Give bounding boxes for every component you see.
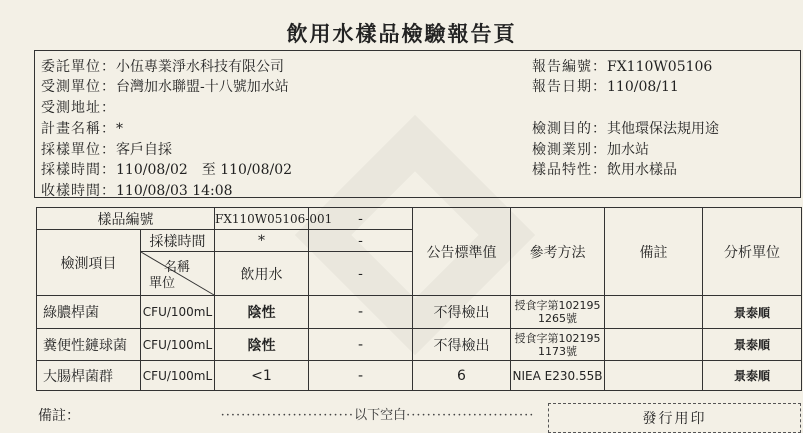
info-project	[41, 118, 123, 138]
sample-no-value: FX110W05106-001	[215, 208, 309, 230]
item-remark	[605, 329, 703, 361]
method-line-1: 授食字第102195	[514, 331, 601, 345]
footer-note-label: 備註：	[38, 408, 80, 424]
info-label: 採樣時間：	[41, 162, 116, 178]
item-standard: 6	[413, 361, 511, 391]
info-value: 110/08/03 14:08	[116, 183, 233, 199]
remark-header: 備註	[605, 208, 703, 296]
item-name: 大腸桿菌群	[37, 361, 141, 391]
info-sample-type	[532, 159, 677, 179]
info-value: *	[116, 121, 123, 137]
item-blank: -	[309, 361, 413, 391]
info-label: 報告編號：	[532, 59, 607, 75]
info-value: 110/08/11	[607, 79, 679, 95]
diag-unit-label: 單位	[149, 276, 176, 291]
info-sampling-time	[41, 159, 292, 179]
info-value: 其他環保法規用途	[607, 121, 719, 137]
method-line-2: 1265號	[538, 312, 577, 325]
item-result: <1	[215, 361, 309, 391]
info-box	[34, 50, 801, 198]
dotted-leader: ··························	[220, 408, 355, 423]
end-of-report-line	[205, 404, 550, 423]
info-value: 加水站	[607, 142, 649, 158]
item-method	[511, 361, 605, 391]
item-blank: -	[309, 296, 413, 329]
method-line-1: 授食字第102195	[514, 299, 601, 312]
item-name: 綠膿桿菌	[37, 296, 141, 329]
info-value: 台灣加水聯盟-十八號加水站	[116, 79, 289, 95]
standard-header: 公告標準值	[413, 208, 511, 296]
info-label: 受測單位：	[41, 79, 116, 95]
info-sampler	[41, 139, 172, 159]
item-unit: CFU/100mL	[141, 361, 215, 391]
item-analyst: 景泰順	[703, 296, 802, 329]
analyst-header: 分析單位	[703, 208, 802, 296]
table-row	[37, 329, 802, 361]
sampling-time-value: *	[215, 230, 309, 252]
sampling-time-label: 採樣時間	[141, 230, 215, 252]
info-value: 110/08/02 至 110/08/02	[116, 162, 293, 178]
info-report-date	[532, 76, 679, 96]
info-value: FX110W05106	[607, 59, 713, 75]
stamp-label: 發行用印	[642, 411, 707, 427]
info-label: 檢測目的：	[532, 121, 607, 137]
sampling-time-extra: -	[309, 230, 413, 252]
stamp-box	[548, 403, 801, 433]
info-label: 檢測業別：	[532, 142, 607, 158]
item-analyst: 景泰順	[703, 329, 802, 361]
method-line-1: NIEA E230.55B	[512, 368, 603, 383]
results-table	[36, 207, 802, 391]
info-label: 委託單位：	[41, 59, 116, 75]
item-name: 糞便性鏈球菌	[37, 329, 141, 361]
sample-no-label: 樣品編號	[37, 208, 215, 230]
info-label: 計畫名稱：	[41, 121, 116, 137]
item-unit: CFU/100mL	[141, 296, 215, 329]
header-row-sample-no	[37, 208, 802, 230]
info-value: 飲用水樣品	[607, 162, 677, 178]
info-label: 採樣單位：	[41, 142, 116, 158]
info-address	[41, 97, 116, 117]
item-standard: 不得檢出	[413, 329, 511, 361]
item-blank: -	[309, 329, 413, 361]
item-unit: CFU/100mL	[141, 329, 215, 361]
name-unit-diagonal-cell	[141, 252, 215, 296]
item-method	[511, 296, 605, 329]
sample-name-value: 飲用水	[215, 252, 309, 296]
info-report-no	[532, 56, 712, 76]
info-value: 小伍專業淨水科技有限公司	[116, 59, 284, 75]
item-analyst: 景泰順	[703, 361, 802, 391]
table-row	[37, 361, 802, 391]
item-standard: 不得檢出	[413, 296, 511, 329]
info-tested-unit	[41, 76, 289, 96]
info-label: 報告日期：	[532, 79, 607, 95]
item-result: 陰性	[215, 329, 309, 361]
method-line-2: 1173號	[538, 344, 577, 358]
info-purpose	[532, 118, 719, 138]
end-of-report-text: 以下空白	[354, 408, 407, 423]
diag-name-label: 名稱	[163, 260, 190, 275]
item-remark	[605, 361, 703, 391]
info-label: 樣品特性：	[532, 162, 607, 178]
table-row	[37, 296, 802, 329]
item-method	[511, 329, 605, 361]
info-receive-time	[41, 180, 233, 200]
info-label: 受測地址：	[41, 100, 116, 116]
item-remark	[605, 296, 703, 329]
info-client	[41, 56, 284, 76]
info-value: 客戶自採	[116, 142, 172, 158]
dotted-leader: ·························	[406, 408, 535, 423]
method-header: 參考方法	[511, 208, 605, 296]
info-label: 收樣時間：	[41, 183, 116, 199]
info-industry	[532, 139, 649, 159]
sample-name-extra: -	[309, 252, 413, 296]
item-header: 檢測項目	[37, 230, 141, 296]
sample-no-extra: -	[309, 208, 413, 230]
page-title: 飲用水樣品檢驗報告頁	[286, 21, 517, 46]
item-result: 陰性	[215, 296, 309, 329]
